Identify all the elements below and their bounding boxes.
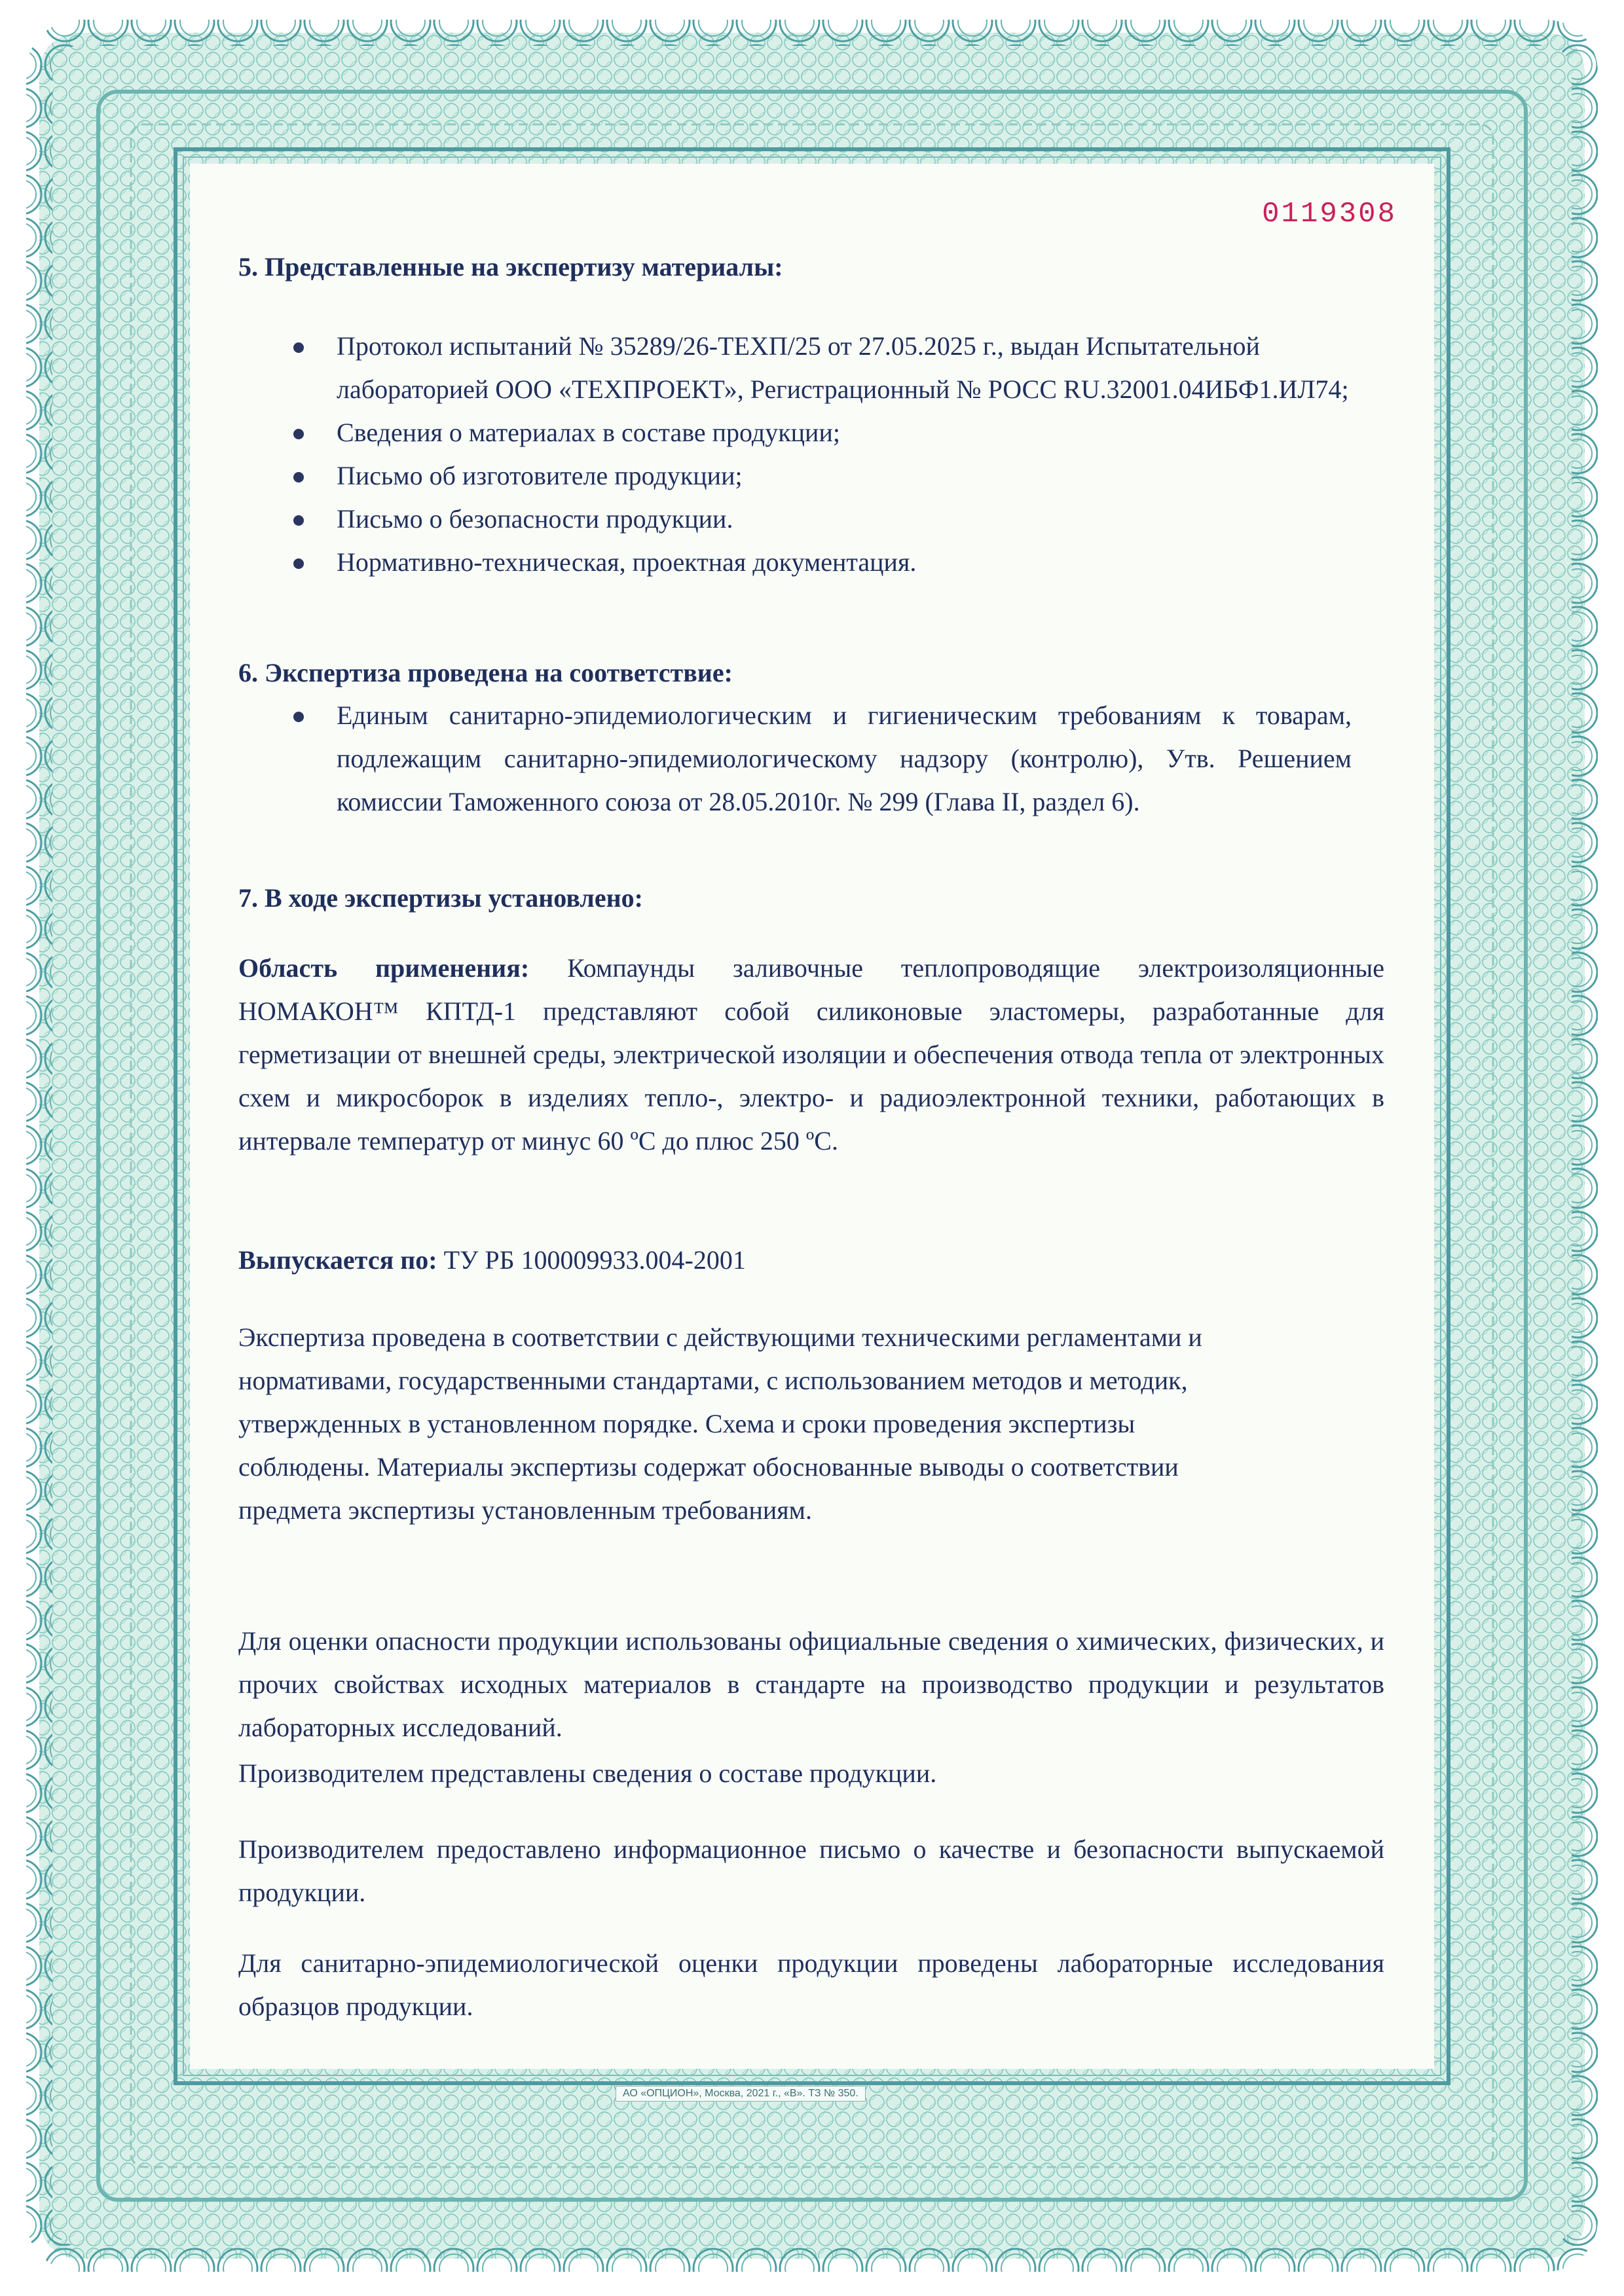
section-5-heading: 5. Представленные на экспертизу материалы: — [238, 252, 783, 282]
list-item: Сведения о материалах в составе продукции; — [238, 411, 1352, 454]
list-item: Единым санитарно-эпидемиологическим и гигиеническим требованиям к товарам, подлежащим санитарно-эпидемиологическому надзору (контролю), Утв. Решением комиссии Таможенного союза от 28.05.2010г. № 299 (Глава II, раздел 6). — [238, 694, 1352, 824]
document-page — [190, 164, 1434, 2099]
paragraph: Производителем представлены сведения о составе продукции. — [238, 1758, 937, 1788]
produced-by-line — [238, 1239, 1384, 1282]
section-6-list — [238, 694, 1352, 824]
section-7-heading: 7. В ходе экспертизы установлено: — [238, 883, 643, 913]
list-item: Протокол испытаний № 35289/26-ТЕХП/25 от 27.05.2025 г., выдан Испытательной лабораторией ООО «ТЕХПРОЕКТ», Регистрационный № РОСС RU.32001.04ИБФ1.ИЛ74; — [238, 325, 1352, 411]
scope-paragraph — [238, 947, 1384, 1163]
paragraph: Производителем предоставлено информационное письмо о качестве и безопасности выпускаемой продукции. — [238, 1834, 1384, 1907]
scope-label: Область применения: — [238, 953, 530, 983]
serial-number: 0119308 — [1262, 198, 1397, 230]
paragraph: Для оценки опасности продукции использованы официальные сведения о химических, физических, и прочих свойствах исходных материалов в стандарте на производство продукции и результатов лабораторных исследований. — [238, 1626, 1384, 1742]
list-item: Письмо об изготовителе продукции; — [238, 454, 1352, 498]
paragraph: Экспертиза проведена в соответствии с действующими техническими регламентами и нормативами, государственными стандартами, с использованием методов и методик, утвержденных в установленном порядке. Схема и сроки проведения экспертизы соблюдены. Материалы экспертизы содержат обоснованные выводы о соответствии предмета экспертизы установленным требованиям. — [238, 1322, 1202, 1525]
produced-text: ТУ РБ 100009933.004-2001 — [443, 1245, 746, 1275]
section-6-heading: 6. Экспертиза проведена на соответствие: — [238, 658, 733, 687]
paragraph: Для санитарно-эпидемиологической оценки продукции проведены лабораторные исследования образцов продукции. — [238, 1948, 1384, 2021]
list-item: Письмо о безопасности продукции. — [238, 498, 1352, 541]
printer-imprint: АО «ОПЦИОН», Москва, 2021 г., «В». ТЗ № 350. — [616, 2086, 866, 2102]
list-item: Нормативно-техническая, проектная документация. — [238, 541, 1352, 584]
section-5-list — [238, 325, 1352, 584]
produced-label: Выпускается по: — [238, 1245, 437, 1275]
scope-text: Компаунды заливочные теплопроводящие электроизоляционные НОМАКОН™ КПТД-1 представляют собой силиконовые эластомеры, разработанные для герметизации от внешней среды, электрической изоляции и обеспечения отвода тепла от электронных схем и микросборок в изделиях тепло-, электро- и радиоэлектронной техники, работающих в интервале температур от минус 60 ºС до плюс 250 ºС. — [238, 953, 1385, 1156]
